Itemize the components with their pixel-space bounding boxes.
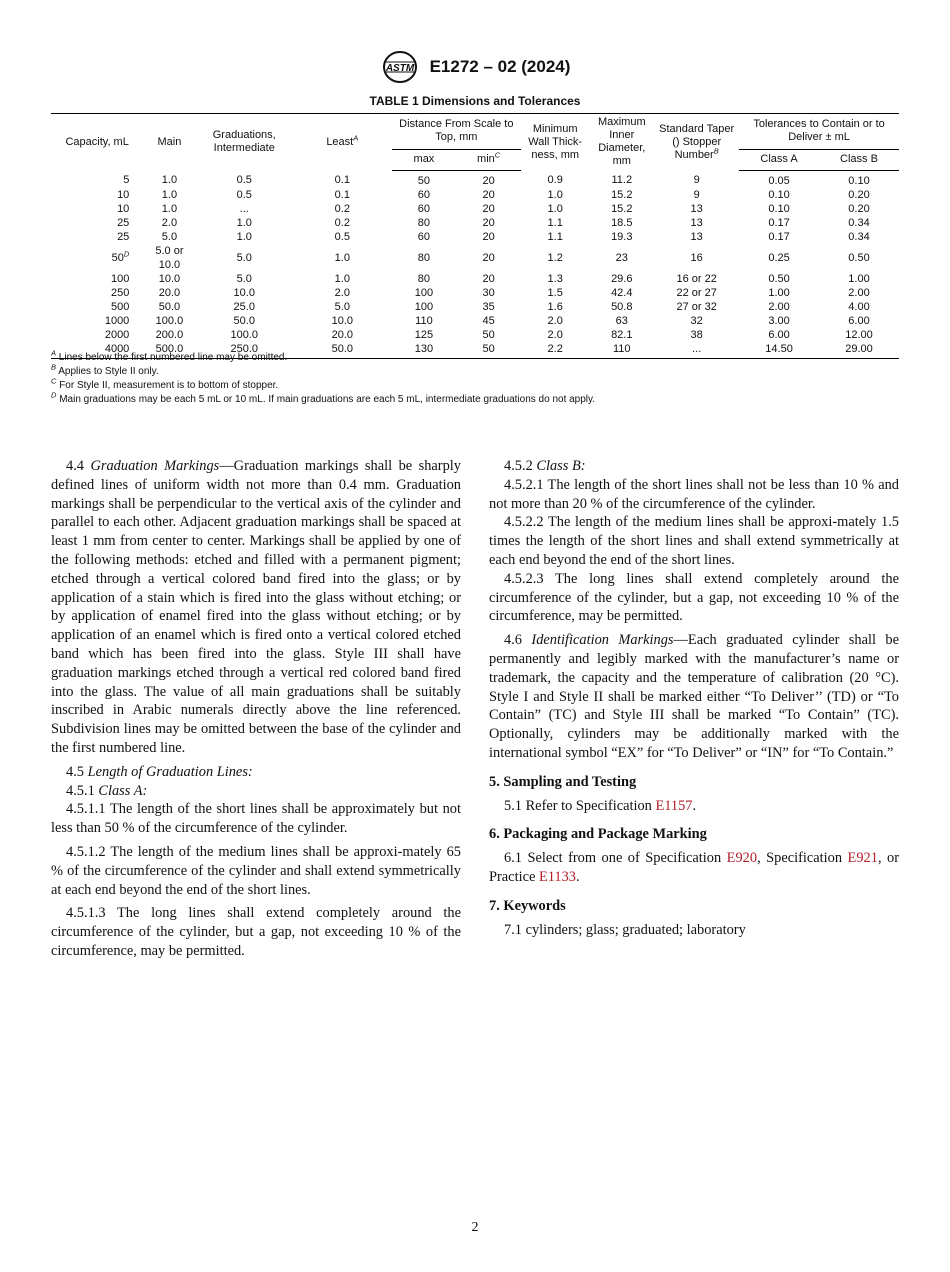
cell-intermediate: 250.0: [196, 342, 293, 359]
table-row: [51, 314, 899, 328]
cell-min: 50: [456, 342, 521, 359]
cell-taper: 13: [690, 202, 703, 215]
cell-max: 80: [417, 272, 431, 285]
cell-intermediate: 1.0: [236, 230, 252, 243]
cell-main: 2.0: [161, 216, 178, 229]
cell-inner: 82.1: [611, 328, 633, 341]
cell-wall: 1.0: [547, 202, 563, 215]
cell-classb: 0.10: [848, 174, 870, 187]
cell-capacity: 10: [117, 202, 130, 215]
right-column: [489, 457, 899, 944]
cell-min: 30: [482, 286, 495, 299]
cell-main: 20.0: [158, 286, 181, 299]
cell-classb: 0.34: [848, 216, 870, 229]
link-e920[interactable]: E920: [726, 850, 758, 867]
cell-main: 5.0: [161, 230, 178, 243]
table-row: [51, 328, 899, 342]
cell-wall: 2.2: [521, 342, 589, 359]
cell-capacity: 4000: [51, 342, 143, 359]
header-max: max: [392, 149, 457, 170]
cell-max: 130: [392, 342, 457, 359]
cell-classa: 0.10: [768, 202, 790, 215]
table-row: [51, 300, 899, 314]
cell-capacity: 25: [117, 216, 130, 229]
cell-inner: 110: [589, 342, 654, 359]
cell-classb: 1.00: [848, 272, 870, 285]
cell-least: 1.0: [334, 272, 350, 285]
cell-intermediate: 10.0: [233, 286, 255, 299]
section-4-5-1-3: 4.5.1.3 The long lines shall extend completely around the circumference of the cylinder, but a gap, not exceeding 10 % of the circumference, may be permitted.: [51, 905, 461, 959]
cell-least: 0.5: [334, 230, 350, 243]
cell-capacity: 100: [110, 272, 130, 285]
section-4-5-2-3: 4.5.2.3 The long lines shall extend completely around the circumference of the cylinder, but a gap, not exceeding 10 % of the circumference, may be permitted.: [489, 570, 899, 625]
cell-capacity: $50^D$: [111, 248, 130, 264]
cell-wall: 1.0: [547, 188, 563, 201]
cell-classa: 0.10: [768, 188, 790, 201]
section-4-5: 4.5 Length of Graduation Lines:: [66, 763, 253, 780]
cell-least: 5.0: [334, 300, 350, 313]
header-taper: Standard Taper () Stopper Number$^B$: [654, 114, 739, 171]
section-4-5-2-1: 4.5.2.1 The length of the short lines shall not be less than 10 % and not more than 20 % of the circumference of the cylinder.: [489, 476, 899, 512]
cell-min: 50: [482, 328, 495, 341]
cell-classa: 0.17: [768, 216, 790, 229]
header-capacity: Capacity, mL: [51, 114, 143, 171]
cell-taper: 13: [690, 230, 703, 243]
cell-least: 50.0: [293, 342, 392, 359]
header-class-a: Class A: [739, 149, 819, 170]
cell-classa: 2.00: [768, 300, 790, 313]
header-tolerances: Tolerances to Contain or to Deliver ± mL: [739, 114, 899, 150]
cell-min: 20: [482, 216, 495, 229]
cell-taper: 32: [690, 314, 703, 327]
table-title: TABLE 1 Dimensions and Tolerances: [369, 94, 581, 108]
cell-inner: 50.8: [611, 300, 633, 313]
table-row: [51, 286, 899, 300]
cell-main: 5.0 or 10.0: [155, 244, 184, 271]
cell-main: 1.0: [161, 202, 178, 215]
link-e1133[interactable]: E1133: [538, 868, 576, 885]
cell-classb: 0.20: [848, 202, 870, 215]
cell-intermediate: 0.5: [236, 174, 252, 187]
cell-intermediate: 0.5: [236, 188, 252, 201]
cell-main: 1.0: [161, 174, 178, 187]
table-footnote: $^D$ Main graduations may be each 5 mL or 10 mL. If main graduations are each 5 mL, intermediate graduations do not apply.: [51, 390, 596, 405]
cell-max: 100: [414, 300, 434, 313]
link-e1157[interactable]: E1157: [655, 797, 693, 814]
cell-classb: 6.00: [848, 314, 870, 327]
cell-capacity: 2000: [104, 328, 130, 341]
cell-min: 20: [482, 230, 495, 243]
cell-main: 50.0: [158, 300, 181, 313]
cell-capacity: 250: [110, 286, 130, 299]
table-row: [51, 230, 899, 244]
cell-main: 10.0: [158, 272, 181, 285]
header-main: Main: [143, 114, 195, 171]
cell-taper: ...: [654, 342, 739, 359]
table-footnote: $^C$ For Style II, measurement is to bottom of stopper.: [51, 376, 279, 391]
section-4-6: 4.6 Identification Markings—Each graduated cylinder shall be permanently and legibly marked with the manufacturer’s name or trademark, the capacity and the temperature of calibration (20 °C). Style I and Style II shall be marked either “To Deliver’’ (TD) or “To Contain” (TC) and Style III shall be marked “To Contain” (TC). Optionally, cylinders may be additionally marked with the international symbol “EX” for “To Deliver” or “IN” for “To Contain.”: [489, 632, 899, 761]
cell-inner: 63: [615, 314, 628, 327]
cell-min: 35: [482, 300, 495, 313]
section-4-5-1: 4.5.1 Class A:: [66, 782, 148, 799]
cell-taper: 13: [690, 216, 703, 229]
cell-classa: 0.05: [768, 174, 790, 187]
cell-min: 20: [482, 174, 495, 187]
header-wall: Minimum Wall Thick-ness, mm: [521, 114, 589, 171]
cell-max: 125: [414, 328, 434, 341]
cell-classa: 14.50: [739, 342, 819, 359]
cell-main: 1.0: [161, 188, 178, 201]
cell-inner: 23: [615, 251, 628, 264]
cell-classa: 0.50: [768, 272, 790, 285]
cell-classb: 12.00: [845, 328, 873, 341]
cell-main: 100.0: [155, 314, 184, 327]
cell-intermediate: 5.0: [236, 251, 252, 264]
cell-least: 0.2: [334, 202, 350, 215]
cell-least: 20.0: [331, 328, 353, 341]
cell-main: 500.0: [143, 342, 195, 359]
cell-least: 2.0: [334, 286, 350, 299]
section-6-1: 6.1 Select from one of Specification E920, Specification E921, or Practice E1133.: [489, 850, 899, 885]
cell-capacity: 500: [110, 300, 130, 313]
cell-capacity: 5: [123, 174, 130, 187]
cell-main: 200.0: [155, 328, 184, 341]
heading-sampling-testing: 5. Sampling and Testing: [489, 773, 637, 790]
cell-wall: 0.9: [547, 174, 563, 187]
cell-wall: 1.1: [547, 230, 563, 243]
cell-classa: 0.25: [768, 251, 790, 264]
section-4-5-2: 4.5.2 Class B:: [504, 458, 586, 474]
header-distance: Distance From Scale to Top, mm: [392, 114, 521, 150]
table-row: [51, 272, 899, 286]
section-4-5-2-2: 4.5.2.2 The length of the medium lines shall be approxi-mately 1.5 times the length of the short lines and shall extend symmetrically at each end beyond the end of the short lines.: [489, 514, 899, 568]
cell-taper: 22 or 27: [676, 286, 717, 299]
link-e921[interactable]: E921: [847, 850, 878, 867]
header-intermediate: Graduations, Intermediate: [196, 114, 293, 171]
cell-taper: 16: [690, 251, 703, 264]
table-row: [51, 244, 899, 272]
document-header: [0, 50, 950, 84]
cell-min: 45: [482, 314, 495, 327]
cell-max: 50: [417, 174, 431, 187]
table-row: [51, 170, 899, 188]
cell-taper: 38: [690, 328, 703, 341]
table-footnote: $^A$ Lines below the first numbered line may be omitted.: [51, 348, 288, 363]
table-row: [51, 202, 899, 216]
cell-wall: 1.3: [547, 272, 563, 285]
cell-classb: 0.34: [848, 230, 870, 243]
cell-capacity: 1000: [104, 314, 130, 327]
cell-classb: 29.00: [819, 342, 899, 359]
cell-max: 80: [417, 251, 431, 264]
cell-least: 0.1: [334, 188, 350, 201]
cell-min: 20: [482, 188, 495, 201]
cell-min: 20: [482, 202, 495, 215]
cell-intermediate: 25.0: [233, 300, 255, 313]
cell-classa: 0.17: [768, 230, 790, 243]
cell-min: 20: [482, 251, 495, 264]
cell-classa: 6.00: [768, 328, 790, 341]
section-5-1: 5.1 Refer to Specification E1157.: [504, 797, 697, 814]
cell-taper: 9: [693, 188, 700, 201]
cell-inner: 15.2: [611, 202, 633, 215]
cell-classa: 3.00: [768, 314, 790, 327]
left-column: [51, 457, 461, 966]
astm-logo-icon: [380, 50, 420, 84]
cell-wall: 1.5: [547, 286, 563, 299]
page-number: 2: [471, 1220, 479, 1235]
table-body: [51, 170, 899, 358]
table-row: [51, 216, 899, 230]
section-7-1: 7.1 cylinders; glass; graduated; laboratory: [504, 921, 746, 938]
cell-wall: 1.1: [547, 216, 563, 229]
cell-max: 60: [417, 188, 431, 201]
heading-keywords: 7. Keywords: [489, 897, 566, 914]
cell-wall: 2.0: [547, 314, 563, 327]
cell-intermediate: 1.0: [236, 216, 252, 229]
cell-wall: 2.0: [547, 328, 563, 341]
section-4-5-1-1: 4.5.1.1 The length of the short lines shall be approximately but not less than 50 % of the circumference of the cylinder.: [51, 801, 461, 837]
cell-intermediate: ...: [239, 202, 249, 215]
cell-max: 60: [417, 202, 431, 215]
dimensions-table: [51, 113, 899, 359]
section-4-4: 4.4 Graduation Markings—Graduation markings shall be sharply defined lines of uniform width not more than 0.4 mm. Graduation markings shall be perpendicular to the vertical axis of the cylinder and parallel to each other. Adjacent graduation markings shall be spaced at least 1 mm from center to center. Markings shall be applied by one of the following methods: etched and filled with a permanent pigment; etched through a vertical colored band fired into the glass; or by application of a stain which is fired into the glass without etching; or by application of enamel fired into the glass without etching; or by application of an enamel which is fired onto a vertical colored etched band which has been fired into the glass. Style III shall have graduation markings etched through a vertical red colored band fired into the glass. The value of all main graduations shall be suitably inscribed in Arabic numerals directly above the line referenced. Subdivision lines may be omitted between the base of the cylinder and the first numbered line.: [51, 458, 461, 756]
header-least: Least$^A$: [293, 114, 392, 171]
cell-max: 100: [414, 286, 434, 299]
cell-inner: 18.5: [611, 216, 633, 229]
cell-inner: 11.2: [611, 174, 633, 187]
cell-capacity: 25: [117, 230, 130, 243]
cell-least: 10.0: [331, 314, 353, 327]
svg-text:ASTM: ASTM: [385, 63, 414, 74]
header-class-b: Class B: [819, 149, 899, 170]
table-footnote: $^B$ Applies to Style II only.: [51, 362, 159, 377]
cell-intermediate: 5.0: [236, 272, 252, 285]
cell-max: 110: [415, 314, 433, 327]
section-4-5-1-2: 4.5.1.2 The length of the medium lines shall be approxi-mately 65 % of the circumference of the cylinder and shall extend symmetrically at each end beyond the end of the short lines.: [51, 843, 461, 898]
cell-wall: 1.6: [547, 300, 563, 313]
cell-inner: 29.6: [611, 272, 633, 285]
cell-inner: 19.3: [611, 230, 633, 243]
header-min: $\min^C$: [456, 149, 521, 170]
cell-classb: 0.50: [848, 251, 870, 264]
cell-max: 80: [417, 216, 431, 229]
cell-classb: 4.00: [848, 300, 870, 313]
heading-packaging: 6. Packaging and Package Marking: [489, 826, 707, 843]
cell-taper: 9: [693, 174, 700, 187]
cell-classb: 2.00: [848, 286, 870, 299]
cell-taper: 27 or 32: [676, 300, 717, 313]
table-row: [51, 188, 899, 202]
cell-inner: 42.4: [611, 286, 633, 299]
cell-inner: 15.2: [611, 188, 633, 201]
cell-intermediate: 100.0: [230, 328, 259, 341]
header-inner: Maximum Inner Diameter, mm: [589, 114, 654, 171]
cell-least: 0.2: [334, 216, 350, 229]
cell-least: 0.1: [334, 174, 350, 187]
cell-classa: 1.00: [768, 286, 790, 299]
cell-classb: 0.20: [848, 188, 870, 201]
cell-capacity: 10: [117, 188, 130, 201]
cell-taper: 16 or 22: [676, 272, 717, 285]
cell-least: 1.0: [334, 251, 350, 264]
cell-wall: 1.2: [547, 251, 563, 264]
document-id: E1272 – 02 (2024): [429, 57, 571, 76]
cell-intermediate: 50.0: [233, 314, 255, 327]
cell-min: 20: [482, 272, 495, 285]
cell-max: 60: [417, 230, 431, 243]
